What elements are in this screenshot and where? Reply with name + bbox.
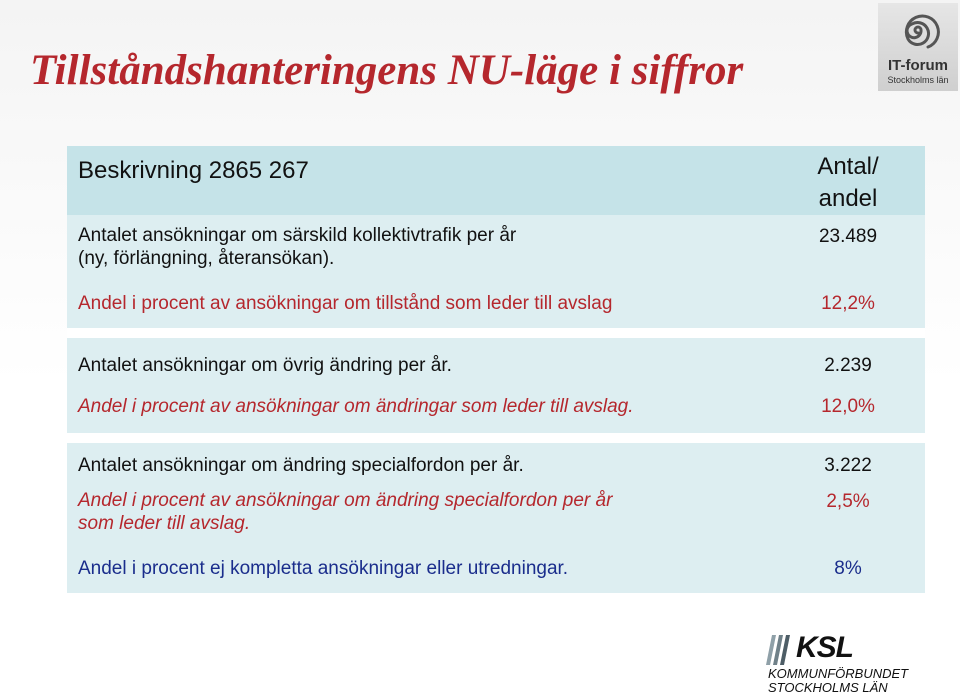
- header-description: Beskrivning 2865 267: [67, 146, 771, 215]
- spiral-icon: [896, 9, 940, 55]
- ksl-logo: [766, 633, 946, 695]
- row-description: Antalet ansökningar om övrig ändring per år.: [67, 338, 771, 380]
- row-value: 2,5%: [771, 481, 925, 543]
- row-description: [67, 481, 771, 543]
- ksl-logo-line1: KOMMUNFÖRBUNDET: [768, 666, 909, 681]
- table-row: [67, 543, 925, 593]
- row-description: Andel i procent av ansökningar om tillstånd som leder till avslag: [67, 278, 771, 328]
- row-spacer: [67, 328, 925, 338]
- row-line2: (ny, förlängning, återansökan).: [78, 247, 335, 269]
- row-value: 8%: [771, 543, 925, 593]
- table-row: [67, 278, 925, 328]
- row-value: 3.222: [771, 443, 925, 481]
- table-row: [67, 481, 925, 543]
- row-line1: Andel i procent av ansökningar om ändring specialfordon per år: [78, 490, 613, 511]
- header-value: [771, 146, 925, 215]
- table-header-row: [67, 146, 925, 215]
- row-line2: som leder till avslag.: [78, 513, 251, 534]
- header-value-line2: andel: [818, 185, 878, 212]
- header-value-line1: Antal/: [817, 153, 879, 180]
- row-description: Andel i procent av ansökningar om ändringar som leder till avslag.: [67, 380, 771, 433]
- table-row: [67, 215, 925, 278]
- statistics-table: [67, 146, 925, 593]
- ksl-logo-name: KSL: [796, 631, 853, 664]
- it-forum-logo-name: IT-forum: [888, 57, 948, 74]
- ksl-logo-line2: STOCKHOLMS LÄN: [768, 680, 888, 695]
- row-description: Andel i procent ej kompletta ansökningar eller utredningar.: [67, 543, 771, 593]
- row-line1: Antalet ansökningar om särskild kollektivtrafik per år: [78, 224, 517, 246]
- row-value: 12,2%: [771, 278, 925, 328]
- row-description: [67, 215, 771, 278]
- row-value: 2.239: [771, 338, 925, 380]
- row-value: 23.489: [771, 215, 925, 278]
- it-forum-logo-subtitle: Stockholms län: [887, 75, 949, 85]
- table-row: [67, 443, 925, 481]
- table-row: [67, 338, 925, 380]
- it-forum-logo: [878, 3, 958, 91]
- row-value: 12,0%: [771, 380, 925, 433]
- table-row: [67, 380, 925, 433]
- page-title: Tillståndshanteringens NU-läge i siffror: [30, 47, 744, 94]
- ksl-bars-icon: [766, 635, 794, 665]
- row-description: Antalet ansökningar om ändring specialfordon per år.: [67, 443, 771, 481]
- row-spacer: [67, 433, 925, 443]
